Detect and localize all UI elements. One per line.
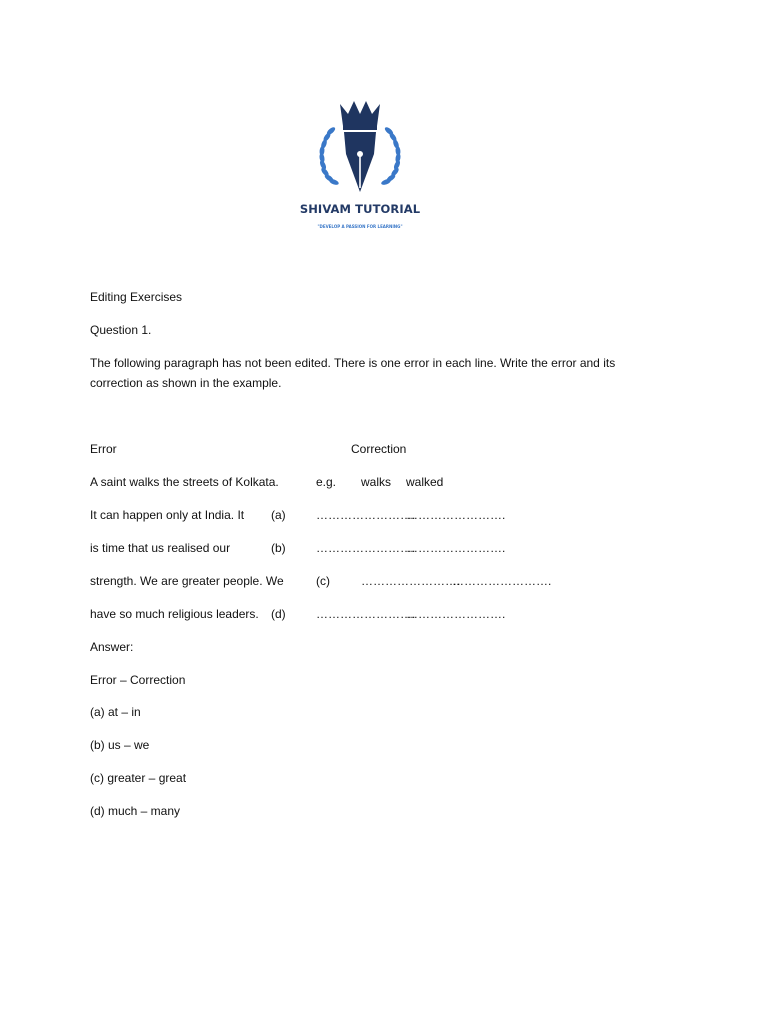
document-title: Editing Exercises [90, 290, 183, 304]
pen-crown-emblem-icon [288, 96, 432, 200]
logo-tagline: "DEVELOP A PASSION FOR LEARNING" [317, 224, 403, 229]
paragraph-line: It can happen only at India. It [90, 508, 245, 522]
answer-item: (d) much – many [90, 804, 181, 818]
error-blank: ……………………. [316, 508, 416, 522]
answer-subheading: Error – Correction [90, 673, 186, 687]
correction-blank: ……………………. [452, 574, 552, 588]
column-header-error: Error [90, 442, 117, 456]
answer-heading: Answer: [90, 640, 134, 654]
line-label: e.g. [316, 475, 337, 489]
example-correction-word: walked [406, 475, 444, 489]
question-number: Question 1. [90, 323, 152, 337]
error-blank: ……………………. [361, 574, 461, 588]
line-label: (c) [316, 574, 330, 588]
line-label: (b) [271, 541, 286, 555]
answer-item: (b) us – we [90, 738, 150, 752]
line-label: (d) [271, 607, 286, 621]
error-blank: ……………………. [316, 541, 416, 555]
shivam-tutorial-logo [288, 96, 432, 240]
correction-blank: ……………………. [406, 508, 506, 522]
error-blank: ……………………. [316, 607, 416, 621]
correction-blank: ……………………. [406, 541, 506, 555]
paragraph-line: is time that us realised our [90, 541, 231, 555]
paragraph-line: A saint walks the streets of Kolkata. [90, 475, 279, 489]
line-label: (a) [271, 508, 286, 522]
paragraph-line: strength. We are greater people. We [90, 574, 284, 588]
answer-item: (c) greater – great [90, 771, 187, 785]
answer-item: (a) at – in [90, 705, 141, 719]
column-header-correction: Correction [351, 442, 407, 456]
correction-blank: ……………………. [406, 607, 506, 621]
logo-brand-name: SHIVAM TUTORIAL [299, 202, 421, 216]
example-error-word: walks [361, 475, 392, 489]
instructions-line-1: The following paragraph has not been edited. There is one error in each line. Write the error and its [90, 356, 616, 370]
paragraph-line: have so much religious leaders. [90, 607, 259, 621]
instructions-line-2: correction as shown in the example. [90, 376, 282, 390]
